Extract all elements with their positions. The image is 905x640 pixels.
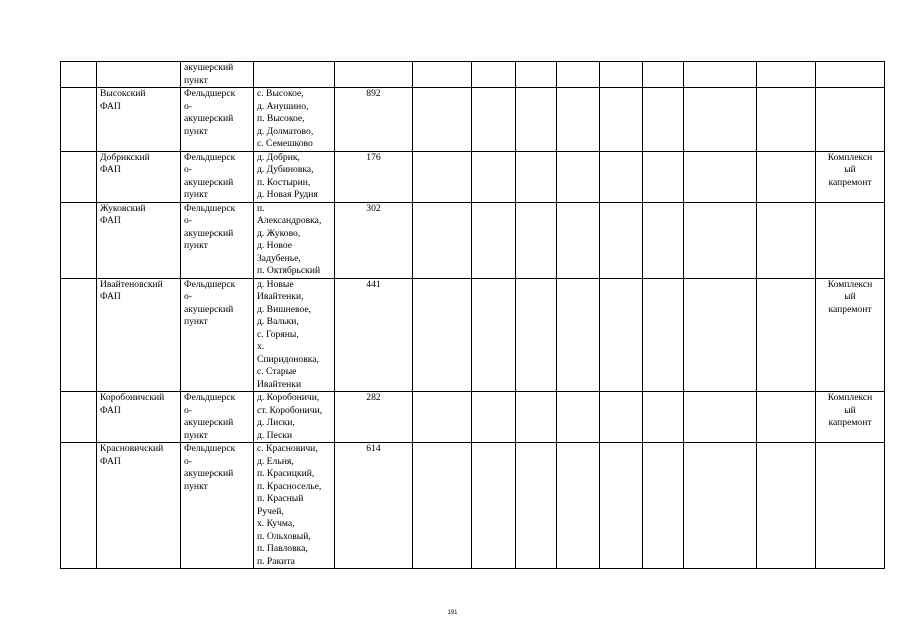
empty-cell [684, 151, 757, 202]
empty-cell [757, 151, 816, 202]
empty-cell [757, 392, 816, 443]
num-cell [61, 202, 97, 278]
facilities-table [60, 61, 885, 569]
num-cell [61, 151, 97, 202]
empty-cell [757, 88, 816, 152]
note-cell [816, 202, 885, 278]
settlements-cell: д. Коробоничи, ст. Коробоничи, д. Лиски, д. Пески [254, 392, 335, 443]
empty-cell [472, 278, 516, 392]
facility-type-cell: Фельдшерск о- акушерский пункт [181, 151, 254, 202]
empty-cell [600, 202, 643, 278]
empty-cell [643, 151, 684, 202]
empty-cell [757, 62, 816, 88]
empty-cell [684, 88, 757, 152]
num-cell [61, 392, 97, 443]
empty-cell [413, 151, 472, 202]
population-cell: 176 [335, 151, 413, 202]
empty-cell [516, 151, 557, 202]
empty-cell [557, 278, 600, 392]
empty-cell [557, 88, 600, 152]
empty-cell [557, 392, 600, 443]
settlements-cell: д. Новые Ивайтенки, д. Вишневое, д. Вальки, с. Горяны, х. Спиридоновка, с. Старые Ивайтенки [254, 278, 335, 392]
num-cell [61, 278, 97, 392]
empty-cell [643, 443, 684, 569]
empty-cell [600, 151, 643, 202]
population-cell: 302 [335, 202, 413, 278]
empty-cell [472, 151, 516, 202]
empty-cell [757, 278, 816, 392]
empty-cell [684, 443, 757, 569]
table-row [61, 88, 885, 152]
empty-cell [516, 392, 557, 443]
num-cell [61, 443, 97, 569]
empty-cell [413, 62, 472, 88]
empty-cell [472, 88, 516, 152]
settlements-cell [254, 62, 335, 88]
empty-cell [684, 202, 757, 278]
empty-cell [557, 151, 600, 202]
settlements-cell: д. Добрик, д. Дубиновка, п. Костырин, д. Новая Рудня [254, 151, 335, 202]
empty-cell [557, 202, 600, 278]
empty-cell [413, 278, 472, 392]
empty-cell [643, 392, 684, 443]
table-row [61, 392, 885, 443]
empty-cell [600, 392, 643, 443]
settlements-cell: с. Высокое, д. Анушино, п. Высокое, д. Долматово, с. Семешково [254, 88, 335, 152]
empty-cell [472, 202, 516, 278]
num-cell [61, 62, 97, 88]
facility-type-cell: Фельдшерск о- акушерский пункт [181, 278, 254, 392]
facility-name-cell: Красновичский ФАП [97, 443, 181, 569]
facility-name-cell [97, 62, 181, 88]
population-cell: 892 [335, 88, 413, 152]
empty-cell [413, 392, 472, 443]
facility-type-cell: Фельдшерск о- акушерский пункт [181, 88, 254, 152]
empty-cell [516, 202, 557, 278]
table-row [61, 151, 885, 202]
empty-cell [643, 202, 684, 278]
table-row [61, 443, 885, 569]
empty-cell [413, 443, 472, 569]
note-cell: Комплексн ый капремонт [816, 392, 885, 443]
empty-cell [600, 62, 643, 88]
facility-name-cell: Коробоничский ФАП [97, 392, 181, 443]
empty-cell [757, 202, 816, 278]
empty-cell [516, 62, 557, 88]
empty-cell [413, 202, 472, 278]
facility-name-cell: Высокский ФАП [97, 88, 181, 152]
population-cell: 282 [335, 392, 413, 443]
empty-cell [684, 62, 757, 88]
facility-type-cell: акушерский пункт [181, 62, 254, 88]
note-cell [816, 88, 885, 152]
empty-cell [643, 88, 684, 152]
table-row [61, 202, 885, 278]
facility-type-cell: Фельдшерск о- акушерский пункт [181, 202, 254, 278]
table-row [61, 62, 885, 88]
population-cell: 614 [335, 443, 413, 569]
facility-name-cell: Ивайтеновский ФАП [97, 278, 181, 392]
note-cell: Комплексн ый капремонт [816, 278, 885, 392]
empty-cell [516, 88, 557, 152]
facility-name-cell: Добрикский ФАП [97, 151, 181, 202]
population-cell: 441 [335, 278, 413, 392]
note-cell: Комплексн ый капремонт [816, 151, 885, 202]
facility-type-cell: Фельдшерск о- акушерский пункт [181, 392, 254, 443]
empty-cell [600, 88, 643, 152]
settlements-cell: п. Александровка, д. Жуково, д. Новое Задубенье, п. Октябрьский [254, 202, 335, 278]
note-cell [816, 62, 885, 88]
empty-cell [757, 443, 816, 569]
settlements-cell: с. Красновичи, д. Ельня, п. Красицкий, п. Красноселье, п. Красный Ручей, х. Кучма, п. Ольховый, п. Павловка, п. Ракита [254, 443, 335, 569]
page-number: 191 [447, 610, 458, 616]
num-cell [61, 88, 97, 152]
empty-cell [472, 443, 516, 569]
population-cell [335, 62, 413, 88]
empty-cell [557, 62, 600, 88]
empty-cell [643, 62, 684, 88]
empty-cell [516, 278, 557, 392]
empty-cell [600, 443, 643, 569]
empty-cell [684, 278, 757, 392]
empty-cell [516, 443, 557, 569]
facility-type-cell: Фельдшерск о- акушерский пункт [181, 443, 254, 569]
empty-cell [472, 62, 516, 88]
empty-cell [472, 392, 516, 443]
empty-cell [413, 88, 472, 152]
table-row [61, 278, 885, 392]
note-cell [816, 443, 885, 569]
empty-cell [600, 278, 643, 392]
empty-cell [643, 278, 684, 392]
empty-cell [557, 443, 600, 569]
empty-cell [684, 392, 757, 443]
facility-name-cell: Жуковский ФАП [97, 202, 181, 278]
